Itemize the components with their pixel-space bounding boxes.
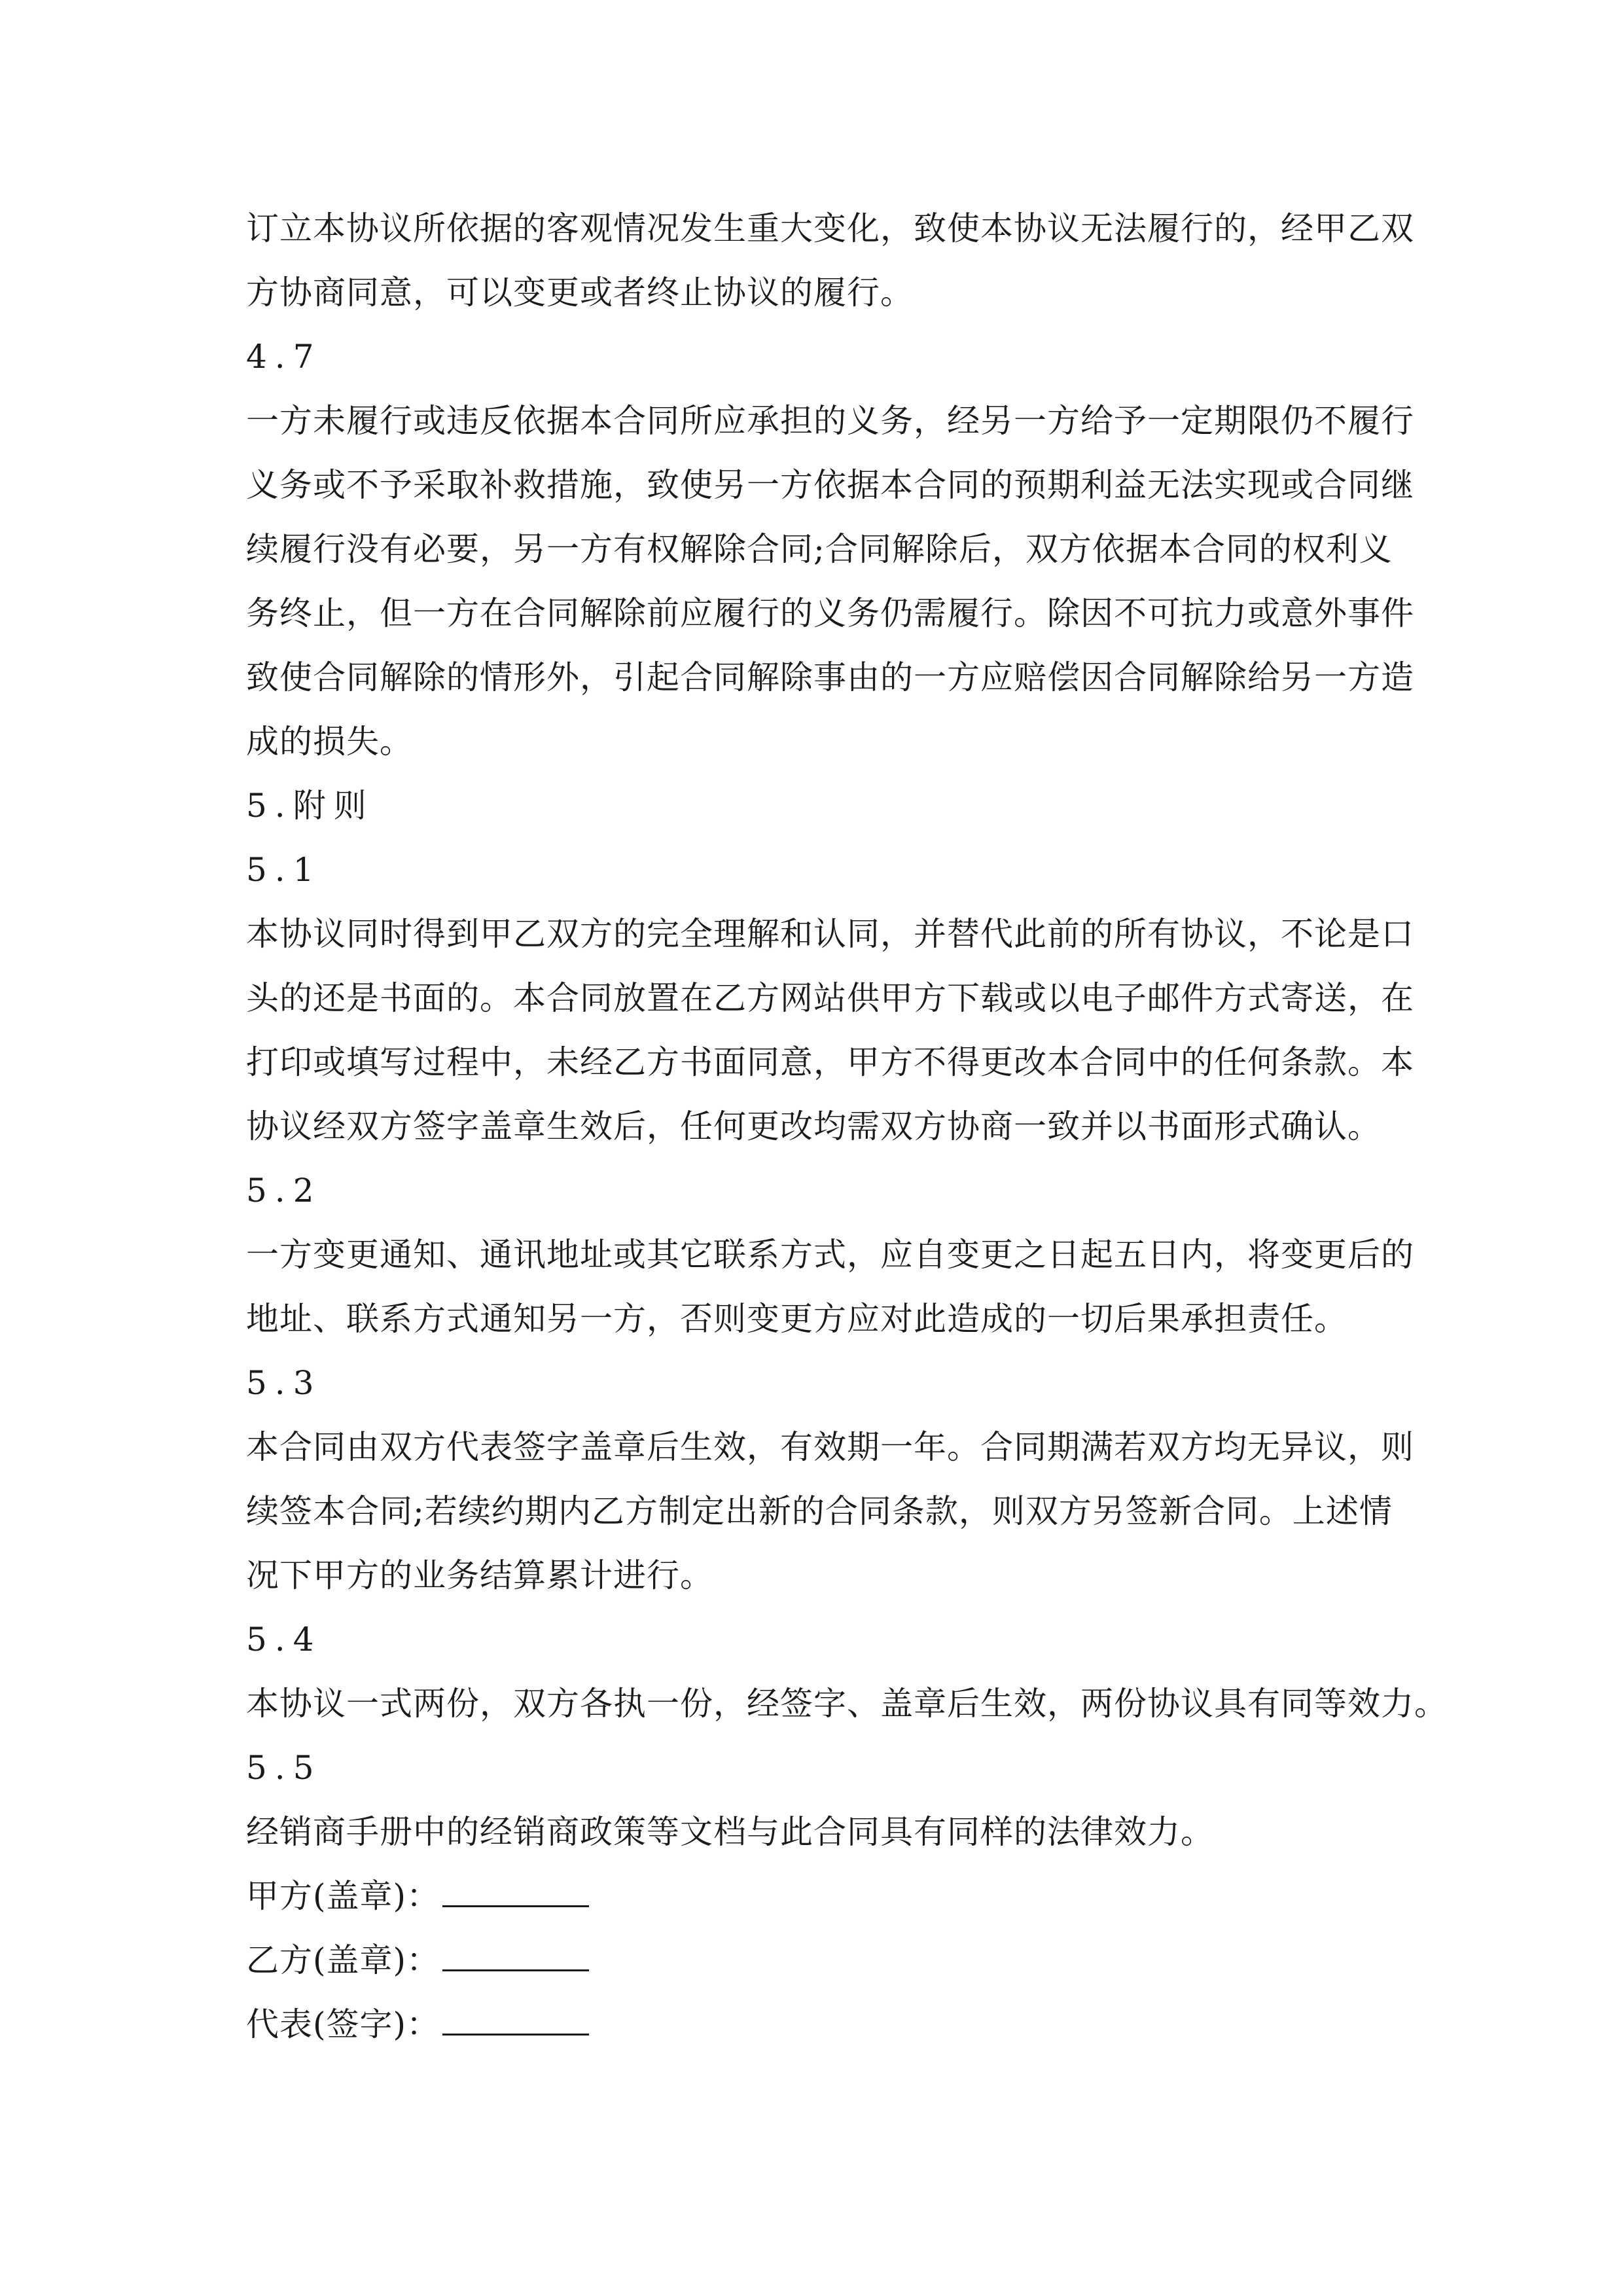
section-heading: 5.5 xyxy=(246,1749,322,1787)
paragraph-line: 一方变更通知、通讯地址或其它联系方式，应自变更之日起五日内，将变更后的 xyxy=(246,1236,1414,1274)
paragraph-line: 务终止，但一方在合同解除前应履行的义务仍需履行。除因不可抗力或意外事件 xyxy=(246,594,1414,632)
section-heading: 5.1 xyxy=(246,851,322,889)
signature-label: 乙方(盖章)： xyxy=(246,1941,440,1979)
paragraph-line: 一方未履行或违反依据本合同所应承担的义务，经另一方给予一定期限仍不履行 xyxy=(246,402,1414,440)
signature-row-party-a-seal xyxy=(246,1864,1385,1928)
paragraph-line: 致使合同解除的情形外，引起合同解除事由的一方应赔偿因合同解除给另一方造 xyxy=(246,658,1414,696)
signature-label: 代表(签字)： xyxy=(246,2005,440,2043)
paragraph-line: 打印或填写过程中，未经乙方书面同意，甲方不得更改本合同中的任何条款。本 xyxy=(246,1043,1414,1081)
signature-blank-line[interactable] xyxy=(442,1869,589,1907)
section-heading: 5.4 xyxy=(246,1621,322,1659)
document-page xyxy=(246,196,1448,2056)
paragraph-line: 本协议一式两份，双方各执一份，经签字、盖章后生效，两份协议具有同等效力。 xyxy=(246,1685,1448,1723)
paragraph-line: 续签本合同;若续约期内乙方制定出新的合同条款，则双方另签新合同。上述情 xyxy=(246,1492,1393,1530)
signature-blank-line[interactable] xyxy=(442,1997,589,2036)
paragraph-line: 方协商同意，可以变更或者终止协议的履行。 xyxy=(246,274,914,312)
paragraph-line: 经销商手册中的经销商政策等文档与此合同具有同样的法律效力。 xyxy=(246,1813,1214,1851)
paragraph-line: 协议经双方签字盖章生效后，任何更改均需双方协商一致并以书面形式确认。 xyxy=(246,1107,1381,1145)
paragraph-line: 本合同由双方代表签字盖章后生效，有效期一年。合同期满若双方均无异议，则 xyxy=(246,1428,1414,1466)
section-heading: 5.3 xyxy=(246,1364,322,1402)
signature-row-representative-signature xyxy=(246,1992,1385,2056)
paragraph-line: 订立本协议所依据的客观情况发生重大变化，致使本协议无法履行的，经甲乙双 xyxy=(246,209,1414,247)
signature-block xyxy=(246,1864,1385,2056)
paragraph-line: 地址、联系方式通知另一方，否则变更方应对此造成的一切后果承担责任。 xyxy=(246,1300,1347,1338)
signature-label: 甲方(盖章)： xyxy=(246,1877,440,1915)
signature-row-party-b-seal xyxy=(246,1928,1385,1992)
paragraph-line: 成的损失。 xyxy=(246,723,413,761)
section-heading: 4.7 xyxy=(246,338,322,376)
paragraph-line: 续履行没有必要，另一方有权解除合同;合同解除后，双方依据本合同的权利义 xyxy=(246,530,1393,568)
section-heading: 5.2 xyxy=(246,1172,322,1210)
paragraph-line: 义务或不予采取补救措施，致使另一方依据本合同的预期利益无法实现或合同继 xyxy=(246,466,1414,504)
signature-blank-line[interactable] xyxy=(442,1933,589,1971)
paragraph-line: 况下甲方的业务结算累计进行。 xyxy=(246,1556,713,1594)
section-heading: 5.附则 xyxy=(246,787,374,825)
document-body xyxy=(246,196,1448,1864)
paragraph-line: 头的还是书面的。本合同放置在乙方网站供甲方下载或以电子邮件方式寄送，在 xyxy=(246,979,1414,1017)
paragraph-line: 本协议同时得到甲乙双方的完全理解和认同，并替代此前的所有协议，不论是口 xyxy=(246,915,1414,953)
